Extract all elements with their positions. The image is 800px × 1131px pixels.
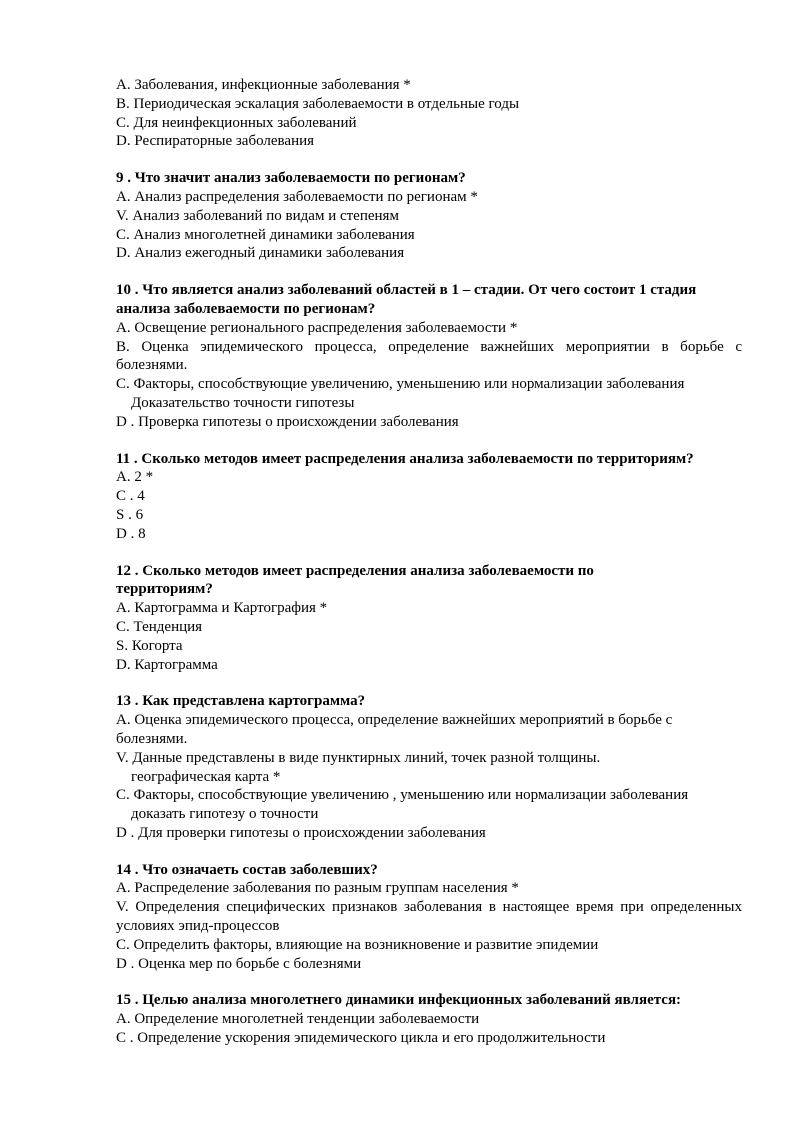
answer-option: A. Определение многолетней тенденции заболеваемости <box>116 1011 480 1028</box>
answer-option: A. Заболевания, инфекционные заболевания * <box>116 77 411 93</box>
question-title: 12 . Сколько методов имеет распределения анализа заболеваемости по <box>116 562 594 579</box>
answer-option: A. Освещение регионального распределения заболеваемости * <box>116 319 518 336</box>
answer-option: B. Оценка эпидемического процесса, определение важнейших мероприятии в борьбе с болезнями. <box>116 338 742 374</box>
answer-option: B. Периодическая эскалация заболеваемости в отдельные годы <box>116 95 520 112</box>
question-title-continued: анализа заболеваемости по регионам? <box>116 300 376 317</box>
question-13 <box>116 692 742 842</box>
question-title: 11 . Сколько методов имеет распределения анализа заболеваемости по территориям? <box>116 450 694 467</box>
answer-option: D . Проверка гипотезы о происхождении заболевания <box>116 413 459 430</box>
answer-option-continued: болезнями. <box>116 730 188 747</box>
question-15 <box>116 991 742 1047</box>
answer-option: V. Определения специфических признаков заболевания в настоящее время при определенных условиях эпид-процессов <box>116 899 742 935</box>
answer-option: S . 6 <box>116 506 144 523</box>
answer-option: A. 2 * <box>116 469 154 486</box>
question-12 <box>116 562 742 675</box>
question-9 <box>116 169 742 263</box>
answer-option: A. Анализ распределения заболеваемости по регионам * <box>116 188 478 205</box>
answer-option: D. Анализ ежегодный динамики заболевания <box>116 245 405 262</box>
answer-option-continued: географическая карта * <box>131 768 281 785</box>
answer-option: C. Факторы, способствующие увеличению, уменьшению или нормализации заболевания <box>116 376 685 393</box>
question-10 <box>116 281 742 431</box>
question-title: 15 . Целью анализа многолетнего динамики инфекционных заболеваний является: <box>116 992 682 1009</box>
answer-option: A. Распределение заболевания по разным группам населения * <box>116 880 519 897</box>
answer-option: C . Определение ускорения эпидемического цикла и его продолжительности <box>116 1030 606 1047</box>
answer-option: A. Картограмма и Картография * <box>116 600 328 617</box>
question-title: 13 . Как представлена картограмма? <box>116 693 366 710</box>
answer-option: D . Для проверки гипотезы о происхождении заболевания <box>116 824 486 841</box>
answer-option: V. Данные представлены в виде пунктирных линий, точек разной толщины. <box>116 749 601 766</box>
answer-option: D. Картограмма <box>116 656 218 673</box>
answer-option: C. Определить факторы, влияющие на возникновение и развитие эпидемии <box>116 936 599 953</box>
answer-option-continued: доказать гипотезу о точности <box>131 806 319 823</box>
answer-option: C . 4 <box>116 488 145 505</box>
question-title: 10 . Что является анализ заболеваний областей в 1 – стадии. От чего состоит 1 стадия <box>116 282 697 299</box>
answer-option: A. Оценка эпидемического процесса, определение важнейших мероприятий в борьбе с <box>116 712 673 729</box>
previous-question-answers <box>116 76 742 151</box>
answer-option: V. Анализ заболеваний по видам и степеням <box>116 207 399 224</box>
answer-option: C. Тенденция <box>116 618 203 635</box>
answer-option: C. Для неинфекционных заболеваний <box>116 114 357 131</box>
answer-option: C. Факторы, способствующие увеличению , уменьшению или нормализации заболевания <box>116 787 689 804</box>
answer-option: D. Респираторные заболевания <box>116 133 315 150</box>
question-title-continued: территориям? <box>116 581 213 598</box>
answer-option: C. Анализ многолетней динамики заболевания <box>116 226 415 243</box>
answer-option: D . Оценка мер по борьбе с болезнями <box>116 955 362 972</box>
question-14 <box>116 861 742 974</box>
question-title: 9 . Что значит анализ заболеваемости по регионам? <box>116 170 466 187</box>
answer-option: D . 8 <box>116 525 146 542</box>
question-title: 14 . Что означаеть состав заболевших? <box>116 861 378 878</box>
question-11 <box>116 450 742 544</box>
answer-option: S. Когорта <box>116 637 183 654</box>
answer-option-continued: Доказательство точности гипотезы <box>131 394 355 411</box>
